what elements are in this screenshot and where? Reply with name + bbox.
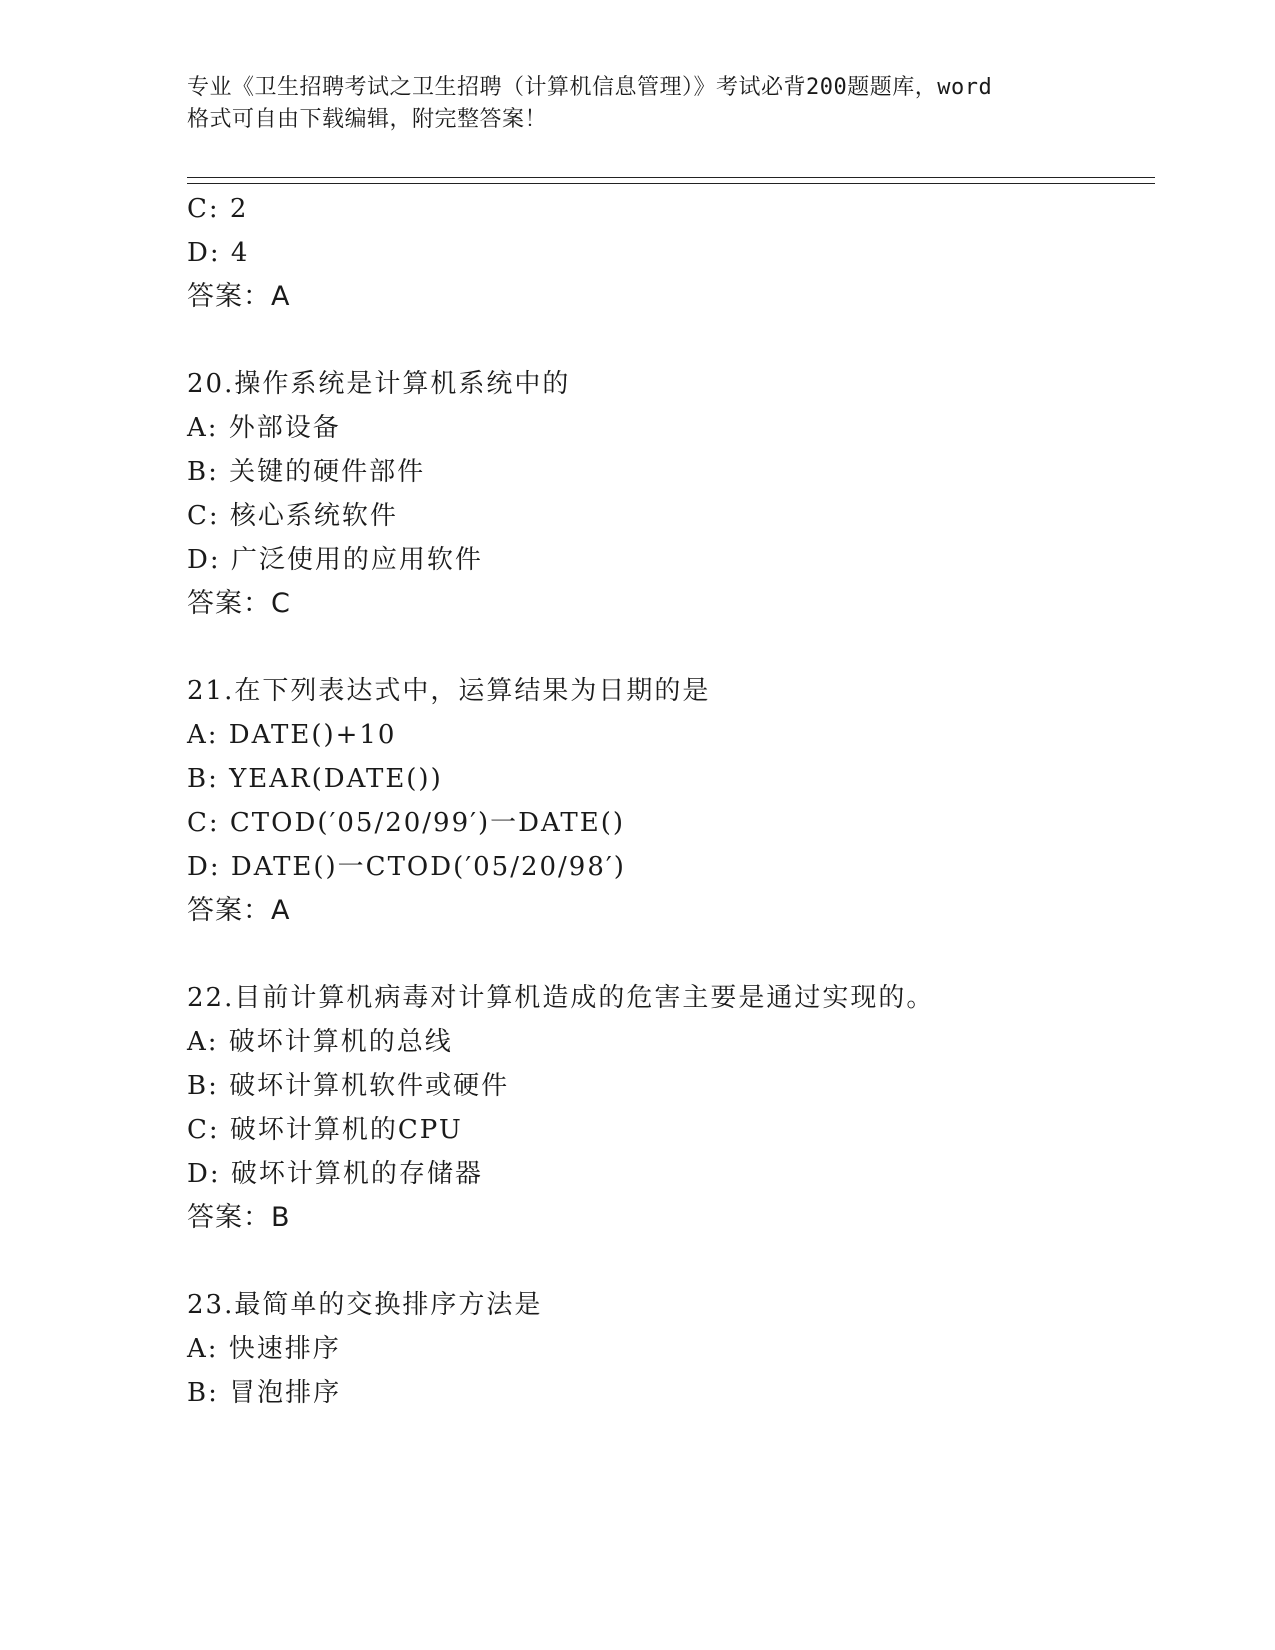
q20-option-a: A: 外部设备 [187, 413, 341, 443]
prev-option-d: D: 4 [187, 238, 250, 268]
q23-stem: 23.最简单的交换排序方法是 [187, 1290, 543, 1320]
q20-option-b: B: 关键的硬件部件 [187, 457, 426, 487]
q22-stem: 22.目前计算机病毒对计算机造成的危害主要是通过实现的。 [187, 983, 935, 1013]
header-divider-bottom [187, 183, 1155, 184]
q22-option-d: D: 破坏计算机的存储器 [187, 1159, 483, 1189]
header-line-1: 专业《卫生招聘考试之卫生招聘（计算机信息管理）》考试必背200题题库，word [187, 75, 993, 100]
q20-stem: 20.操作系统是计算机系统中的 [187, 369, 571, 399]
q20-option-c: C: 核心系统软件 [187, 501, 398, 531]
q22-option-a: A: 破坏计算机的总线 [187, 1027, 453, 1057]
prev-answer: 答案：A [187, 281, 291, 312]
q22-answer: 答案：B [187, 1202, 291, 1233]
q23-option-b: B: 冒泡排序 [187, 1378, 342, 1408]
header-line-2: 格式可自由下载编辑，附完整答案！ [187, 107, 548, 132]
q20-answer: 答案：C [187, 588, 291, 619]
q21-option-a: A: DATE()+10 [187, 720, 397, 750]
q21-option-b: B: YEAR(DATE()) [187, 764, 443, 794]
q21-option-d: D: DATE()一CTOD(′05/20/98′) [187, 852, 626, 882]
document-header [187, 72, 1087, 136]
q23-option-a: A: 快速排序 [187, 1334, 341, 1364]
prev-option-c: C: 2 [187, 194, 249, 224]
q21-stem: 21.在下列表达式中，运算结果为日期的是 [187, 676, 711, 706]
q21-option-c: C: CTOD(′05/20/99′)一DATE() [187, 808, 625, 838]
q22-option-c: C: 破坏计算机的CPU [187, 1115, 463, 1145]
header-divider-top [187, 177, 1155, 178]
q20-option-d: D: 广泛使用的应用软件 [187, 545, 483, 575]
q22-option-b: B: 破坏计算机软件或硬件 [187, 1071, 510, 1101]
q21-answer: 答案：A [187, 895, 291, 926]
